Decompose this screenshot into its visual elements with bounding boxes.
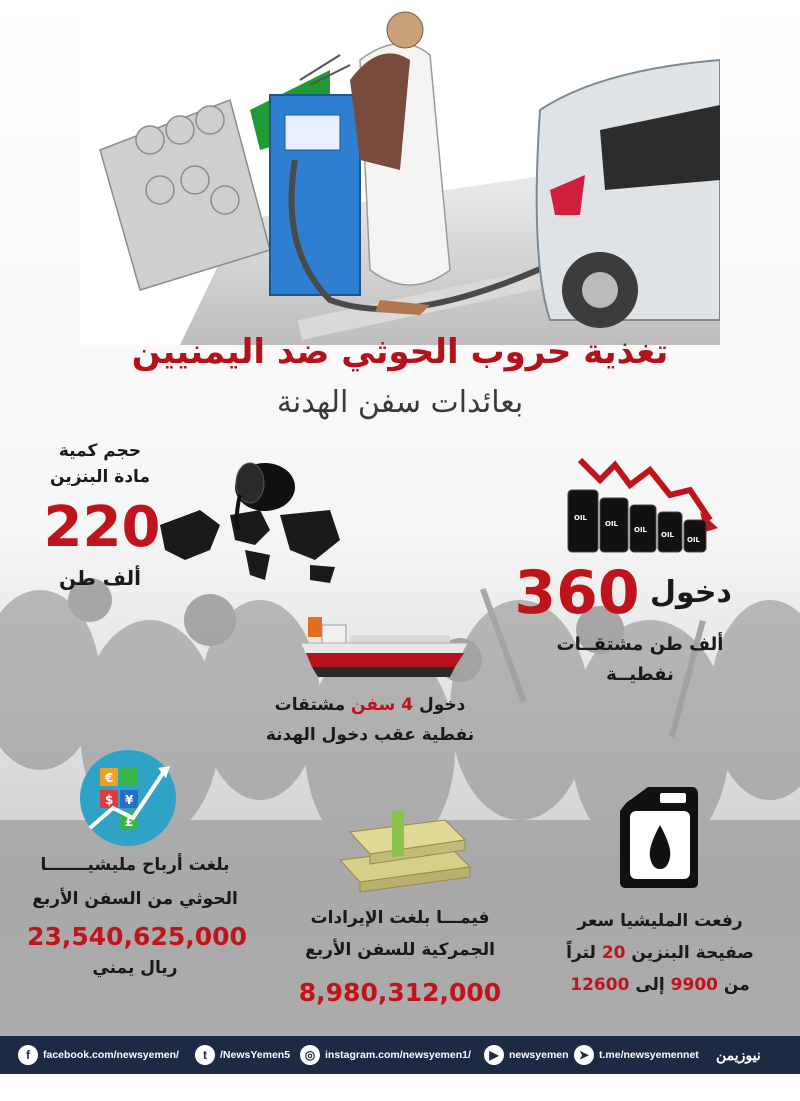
- profits-line2: الحوثي من السفن الأربع: [32, 889, 238, 909]
- svg-text:¥: ¥: [125, 793, 134, 807]
- profits-text: [20, 848, 250, 916]
- customs-line2: الجمركية للسفن الأربع: [305, 940, 495, 960]
- derivatives-prefix: دخول: [650, 575, 732, 610]
- price-raise-to-label: إلى: [635, 975, 665, 995]
- telegram-icon: ➤: [574, 1045, 594, 1065]
- price-raise-line2-pre: صفيحة البنزين: [631, 943, 754, 963]
- twitter-text: /NewsYemen5: [220, 1049, 291, 1061]
- customs-line1: فيمـــا بلغت الإيرادات: [310, 908, 490, 928]
- youtube-link[interactable]: [484, 1044, 569, 1066]
- svg-text:OIL: OIL: [605, 520, 619, 528]
- svg-text:OIL: OIL: [574, 514, 588, 522]
- ships-text: [260, 690, 480, 750]
- derivatives-unit-line2: نفطيــة: [606, 664, 674, 685]
- svg-text:€: €: [105, 771, 114, 785]
- telegram-text: t.me/newsyemennet: [599, 1049, 699, 1061]
- svg-text:£: £: [125, 815, 134, 829]
- ships-prefix: دخول: [418, 695, 466, 715]
- price-raise-line2-post: لتراً: [566, 943, 596, 963]
- tanker-ship-icon: [300, 605, 470, 685]
- facebook-text: facebook.com/newsyemen/: [43, 1049, 179, 1061]
- twitter-link[interactable]: [195, 1044, 290, 1066]
- customs-text: [290, 902, 510, 966]
- sub-title: بعائدات سفن الهدنة: [276, 385, 524, 420]
- instagram-icon: ◎: [300, 1045, 320, 1065]
- social-footer: [0, 1036, 800, 1074]
- price-raise-line3: [560, 969, 760, 1001]
- derivatives-value: 360: [514, 558, 640, 628]
- customs-value: 8,980,312,000: [298, 978, 502, 1007]
- currency-growth-icon: [78, 748, 178, 848]
- price-raise-from: 9900: [670, 975, 718, 995]
- telegram-link[interactable]: [574, 1044, 699, 1066]
- bottom-strip: [0, 1074, 800, 1101]
- world-map-barrel-icon: [150, 455, 350, 595]
- youtube-icon: ▶: [484, 1045, 504, 1065]
- price-raise-line1: رفعت المليشيا سعر: [577, 911, 743, 931]
- twitter-icon: t: [195, 1045, 215, 1065]
- price-raise-line2: [560, 937, 760, 969]
- profits-value: 23,540,625,000: [27, 922, 247, 951]
- svg-text:OIL: OIL: [687, 536, 701, 544]
- gasoline-volume-label-line2: مادة البنزين: [50, 467, 150, 487]
- profits-unit: ريال يمني: [92, 958, 178, 978]
- price-raise-from-label: من: [723, 975, 750, 995]
- ships-line2: نفطية عقب دخول الهدنة: [265, 725, 475, 745]
- price-raise-text: [560, 905, 760, 1001]
- profits-line1: بلغت أرباح مليشيـــــــا: [40, 855, 230, 875]
- main-title: تغذية حروب الحوثي ضد اليمنيين: [131, 332, 669, 372]
- instagram-link[interactable]: [300, 1044, 471, 1066]
- jerrycan-icon: [618, 785, 700, 890]
- price-raise-liters: 20: [601, 943, 626, 963]
- instagram-text: instagram.com/newsyemen1/: [325, 1049, 471, 1061]
- oil-barrels-down-arrow-icon: [560, 450, 720, 560]
- hero-illustration: [80, 0, 720, 345]
- money-stack-icon: [330, 802, 480, 897]
- svg-text:OIL: OIL: [661, 531, 675, 539]
- ships-count: 4 سفن: [351, 695, 414, 715]
- gasoline-volume-label-line1: حجم كمية: [58, 441, 142, 461]
- derivatives-unit-line1: ألف طن مشتقــات: [556, 634, 724, 655]
- youtube-text: newsyemen: [509, 1049, 569, 1061]
- svg-text:OIL: OIL: [634, 526, 648, 534]
- gasoline-volume-unit: ألف طن: [59, 566, 141, 590]
- facebook-link[interactable]: [18, 1044, 179, 1066]
- ships-line1: [260, 690, 480, 720]
- gasoline-volume-label: [40, 438, 160, 490]
- price-raise-to: 12600: [570, 975, 630, 995]
- brand-logo: [716, 1044, 761, 1066]
- svg-text:$: $: [105, 793, 114, 807]
- gasoline-volume-value: 220: [43, 495, 161, 560]
- facebook-icon: f: [18, 1045, 38, 1065]
- brand-text: نيوزيمن: [716, 1046, 761, 1063]
- ships-suffix: مشتقات: [274, 695, 346, 715]
- derivatives-unit: [540, 630, 740, 690]
